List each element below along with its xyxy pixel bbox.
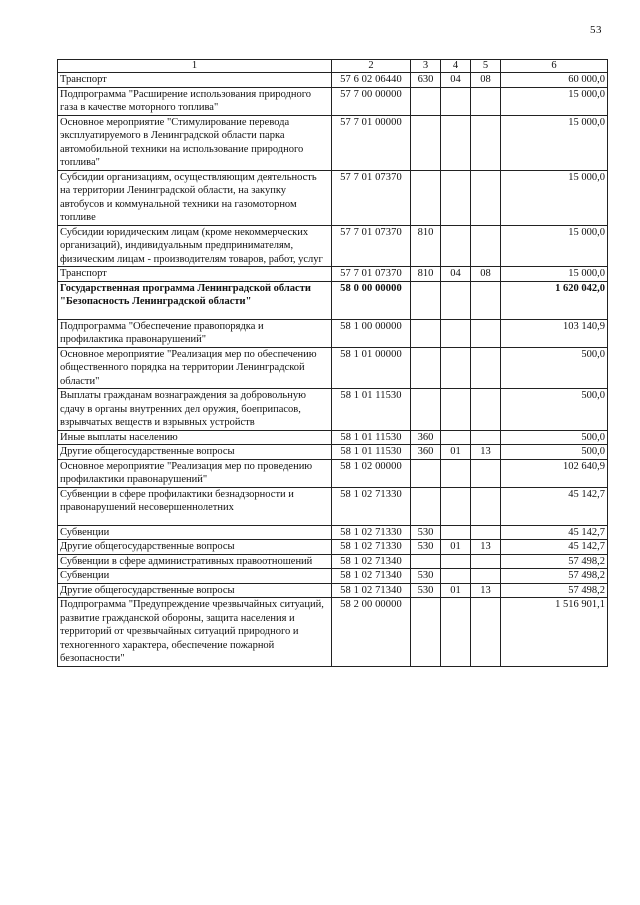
row-name-cell: Основное мероприятие "Реализация мер по обеспечению общественного порядка на территории Ленинградской области" <box>58 347 332 389</box>
row-code-cell: 58 1 02 71340 <box>332 583 411 598</box>
row-subsection-cell: 13 <box>471 540 501 555</box>
row-expense-type-cell <box>411 389 441 431</box>
row-amount-cell: 500,0 <box>501 445 608 460</box>
row-subsection-cell <box>471 170 501 225</box>
table-row <box>58 554 608 569</box>
table-row <box>58 487 608 525</box>
row-expense-type-cell <box>411 87 441 115</box>
row-expense-type-cell: 530 <box>411 525 441 540</box>
row-section-cell <box>441 87 471 115</box>
row-code-cell: 57 7 01 07370 <box>332 170 411 225</box>
column-header: 3 <box>411 60 441 73</box>
row-subsection-cell <box>471 525 501 540</box>
row-subsection-cell <box>471 319 501 347</box>
row-section-cell <box>441 598 471 667</box>
row-section-cell <box>441 459 471 487</box>
row-expense-type-cell <box>411 115 441 170</box>
table-row <box>58 569 608 584</box>
row-name-cell: Подпрограмма "Расширение использования природного газа в качестве моторного топлива" <box>58 87 332 115</box>
row-expense-type-cell <box>411 487 441 525</box>
column-header: 2 <box>332 60 411 73</box>
row-name-cell: Субвенции в сфере административных правоотношений <box>58 554 332 569</box>
row-code-cell: 58 1 02 71330 <box>332 487 411 525</box>
row-section-cell <box>441 569 471 584</box>
row-code-cell: 58 1 02 00000 <box>332 459 411 487</box>
row-name-cell: Другие общегосударственные вопросы <box>58 583 332 598</box>
row-name-cell: Другие общегосударственные вопросы <box>58 445 332 460</box>
row-name-cell: Субсидии организациям, осуществляющим деятельность на территории Ленинградской области, на закупку автобусов и коммунальной техники на газомоторном топливе <box>58 170 332 225</box>
row-name-cell: Основное мероприятие "Стимулирование перевода эксплуатируемого в Ленинградской области парка автомобильной техники на использование природного топлива" <box>58 115 332 170</box>
row-subsection-cell <box>471 281 501 319</box>
table-row <box>58 525 608 540</box>
row-expense-type-cell <box>411 281 441 319</box>
row-name-cell: Субвенции <box>58 525 332 540</box>
row-code-cell: 58 1 02 71340 <box>332 569 411 584</box>
row-subsection-cell <box>471 389 501 431</box>
row-subsection-cell <box>471 598 501 667</box>
row-amount-cell: 15 000,0 <box>501 115 608 170</box>
row-amount-cell: 103 140,9 <box>501 319 608 347</box>
row-section-cell <box>441 347 471 389</box>
row-expense-type-cell <box>411 347 441 389</box>
row-section-cell <box>441 554 471 569</box>
column-header: 1 <box>58 60 332 73</box>
row-name-cell: Подпрограмма "Предупреждение чрезвычайных ситуаций, развитие гражданской обороны, защита населения и территорий от чрезвычайных ситуаций природного и техногенного характера, обеспечение пожарной безопасности" <box>58 598 332 667</box>
row-expense-type-cell: 360 <box>411 430 441 445</box>
column-header: 4 <box>441 60 471 73</box>
table-row <box>58 225 608 267</box>
row-name-cell: Основное мероприятие "Реализация мер по проведению профилактики правонарушений" <box>58 459 332 487</box>
row-subsection-cell: 08 <box>471 267 501 282</box>
table-row <box>58 87 608 115</box>
row-subsection-cell <box>471 347 501 389</box>
column-header: 6 <box>501 60 608 73</box>
row-subsection-cell <box>471 225 501 267</box>
row-code-cell: 58 1 00 00000 <box>332 319 411 347</box>
table-row <box>58 389 608 431</box>
row-name-cell: Транспорт <box>58 267 332 282</box>
row-section-cell <box>441 225 471 267</box>
row-amount-cell: 57 498,2 <box>501 554 608 569</box>
row-expense-type-cell <box>411 598 441 667</box>
table-row <box>58 598 608 667</box>
row-name-cell: Выплаты гражданам вознаграждения за добровольную сдачу в органы внутренних дел оружия, боеприпасов, взрывчатых веществ и взрывных устройств <box>58 389 332 431</box>
row-amount-cell: 15 000,0 <box>501 87 608 115</box>
row-code-cell: 58 1 02 71330 <box>332 525 411 540</box>
row-subsection-cell <box>471 554 501 569</box>
table-row <box>58 583 608 598</box>
row-code-cell: 58 2 00 00000 <box>332 598 411 667</box>
row-code-cell: 57 7 01 07370 <box>332 225 411 267</box>
row-section-cell <box>441 115 471 170</box>
row-section-cell <box>441 525 471 540</box>
row-section-cell: 04 <box>441 73 471 88</box>
row-expense-type-cell: 360 <box>411 445 441 460</box>
table-row <box>58 281 608 319</box>
row-amount-cell: 45 142,7 <box>501 525 608 540</box>
row-code-cell: 58 1 02 71340 <box>332 554 411 569</box>
row-expense-type-cell: 630 <box>411 73 441 88</box>
row-expense-type-cell: 530 <box>411 569 441 584</box>
row-name-cell: Иные выплаты населению <box>58 430 332 445</box>
table-row <box>58 430 608 445</box>
row-subsection-cell: 08 <box>471 73 501 88</box>
row-amount-cell: 57 498,2 <box>501 569 608 584</box>
row-code-cell: 57 6 02 06440 <box>332 73 411 88</box>
row-amount-cell: 500,0 <box>501 430 608 445</box>
row-subsection-cell: 13 <box>471 583 501 598</box>
row-amount-cell: 15 000,0 <box>501 225 608 267</box>
row-code-cell: 58 0 00 00000 <box>332 281 411 319</box>
row-section-cell <box>441 487 471 525</box>
row-amount-cell: 500,0 <box>501 347 608 389</box>
row-name-cell: Субвенции в сфере профилактики безнадзорности и правонарушений несовершеннолетних <box>58 487 332 525</box>
row-name-cell: Субсидии юридическим лицам (кроме некоммерческих организаций), индивидуальным предпринимателям, физическим лицам - производителям товаров, работ, услуг <box>58 225 332 267</box>
row-amount-cell: 15 000,0 <box>501 170 608 225</box>
row-expense-type-cell <box>411 170 441 225</box>
row-name-cell: Субвенции <box>58 569 332 584</box>
row-section-cell <box>441 170 471 225</box>
row-code-cell: 57 7 00 00000 <box>332 87 411 115</box>
row-section-cell <box>441 430 471 445</box>
row-expense-type-cell <box>411 459 441 487</box>
row-expense-type-cell <box>411 319 441 347</box>
row-subsection-cell: 13 <box>471 445 501 460</box>
row-subsection-cell <box>471 459 501 487</box>
row-section-cell: 01 <box>441 540 471 555</box>
row-amount-cell: 1 620 042,0 <box>501 281 608 319</box>
row-code-cell: 58 1 02 71330 <box>332 540 411 555</box>
table-row <box>58 347 608 389</box>
row-section-cell: 04 <box>441 267 471 282</box>
table-header-row <box>58 60 608 73</box>
table-row <box>58 540 608 555</box>
row-expense-type-cell: 530 <box>411 540 441 555</box>
table-row <box>58 445 608 460</box>
row-section-cell: 01 <box>441 583 471 598</box>
table-row <box>58 170 608 225</box>
row-subsection-cell <box>471 569 501 584</box>
row-amount-cell: 57 498,2 <box>501 583 608 598</box>
row-name-cell: Подпрограмма "Обеспечение правопорядка и профилактика правонарушений" <box>58 319 332 347</box>
row-subsection-cell <box>471 115 501 170</box>
row-subsection-cell <box>471 430 501 445</box>
row-code-cell: 57 7 01 00000 <box>332 115 411 170</box>
row-expense-type-cell: 810 <box>411 225 441 267</box>
row-name-cell: Транспорт <box>58 73 332 88</box>
row-subsection-cell <box>471 87 501 115</box>
row-code-cell: 57 7 01 07370 <box>332 267 411 282</box>
row-section-cell <box>441 319 471 347</box>
row-expense-type-cell: 810 <box>411 267 441 282</box>
row-code-cell: 58 1 01 11530 <box>332 430 411 445</box>
table-row <box>58 115 608 170</box>
table-row <box>58 319 608 347</box>
row-amount-cell: 15 000,0 <box>501 267 608 282</box>
row-section-cell <box>441 281 471 319</box>
row-amount-cell: 45 142,7 <box>501 540 608 555</box>
row-amount-cell: 45 142,7 <box>501 487 608 525</box>
row-expense-type-cell <box>411 554 441 569</box>
budget-table <box>57 59 608 667</box>
row-name-cell: Другие общегосударственные вопросы <box>58 540 332 555</box>
row-subsection-cell <box>471 487 501 525</box>
table-row <box>58 459 608 487</box>
row-amount-cell: 1 516 901,1 <box>501 598 608 667</box>
column-header: 5 <box>471 60 501 73</box>
row-code-cell: 58 1 01 11530 <box>332 389 411 431</box>
row-code-cell: 58 1 01 00000 <box>332 347 411 389</box>
row-section-cell: 01 <box>441 445 471 460</box>
row-amount-cell: 60 000,0 <box>501 73 608 88</box>
row-code-cell: 58 1 01 11530 <box>332 445 411 460</box>
table-row <box>58 73 608 88</box>
page-number: 53 <box>590 24 602 36</box>
table-body <box>58 73 608 667</box>
row-section-cell <box>441 389 471 431</box>
row-expense-type-cell: 530 <box>411 583 441 598</box>
row-amount-cell: 102 640,9 <box>501 459 608 487</box>
table-row <box>58 267 608 282</box>
row-amount-cell: 500,0 <box>501 389 608 431</box>
row-name-cell: Государственная программа Ленинградской области "Безопасность Ленинградской области" <box>58 281 332 319</box>
